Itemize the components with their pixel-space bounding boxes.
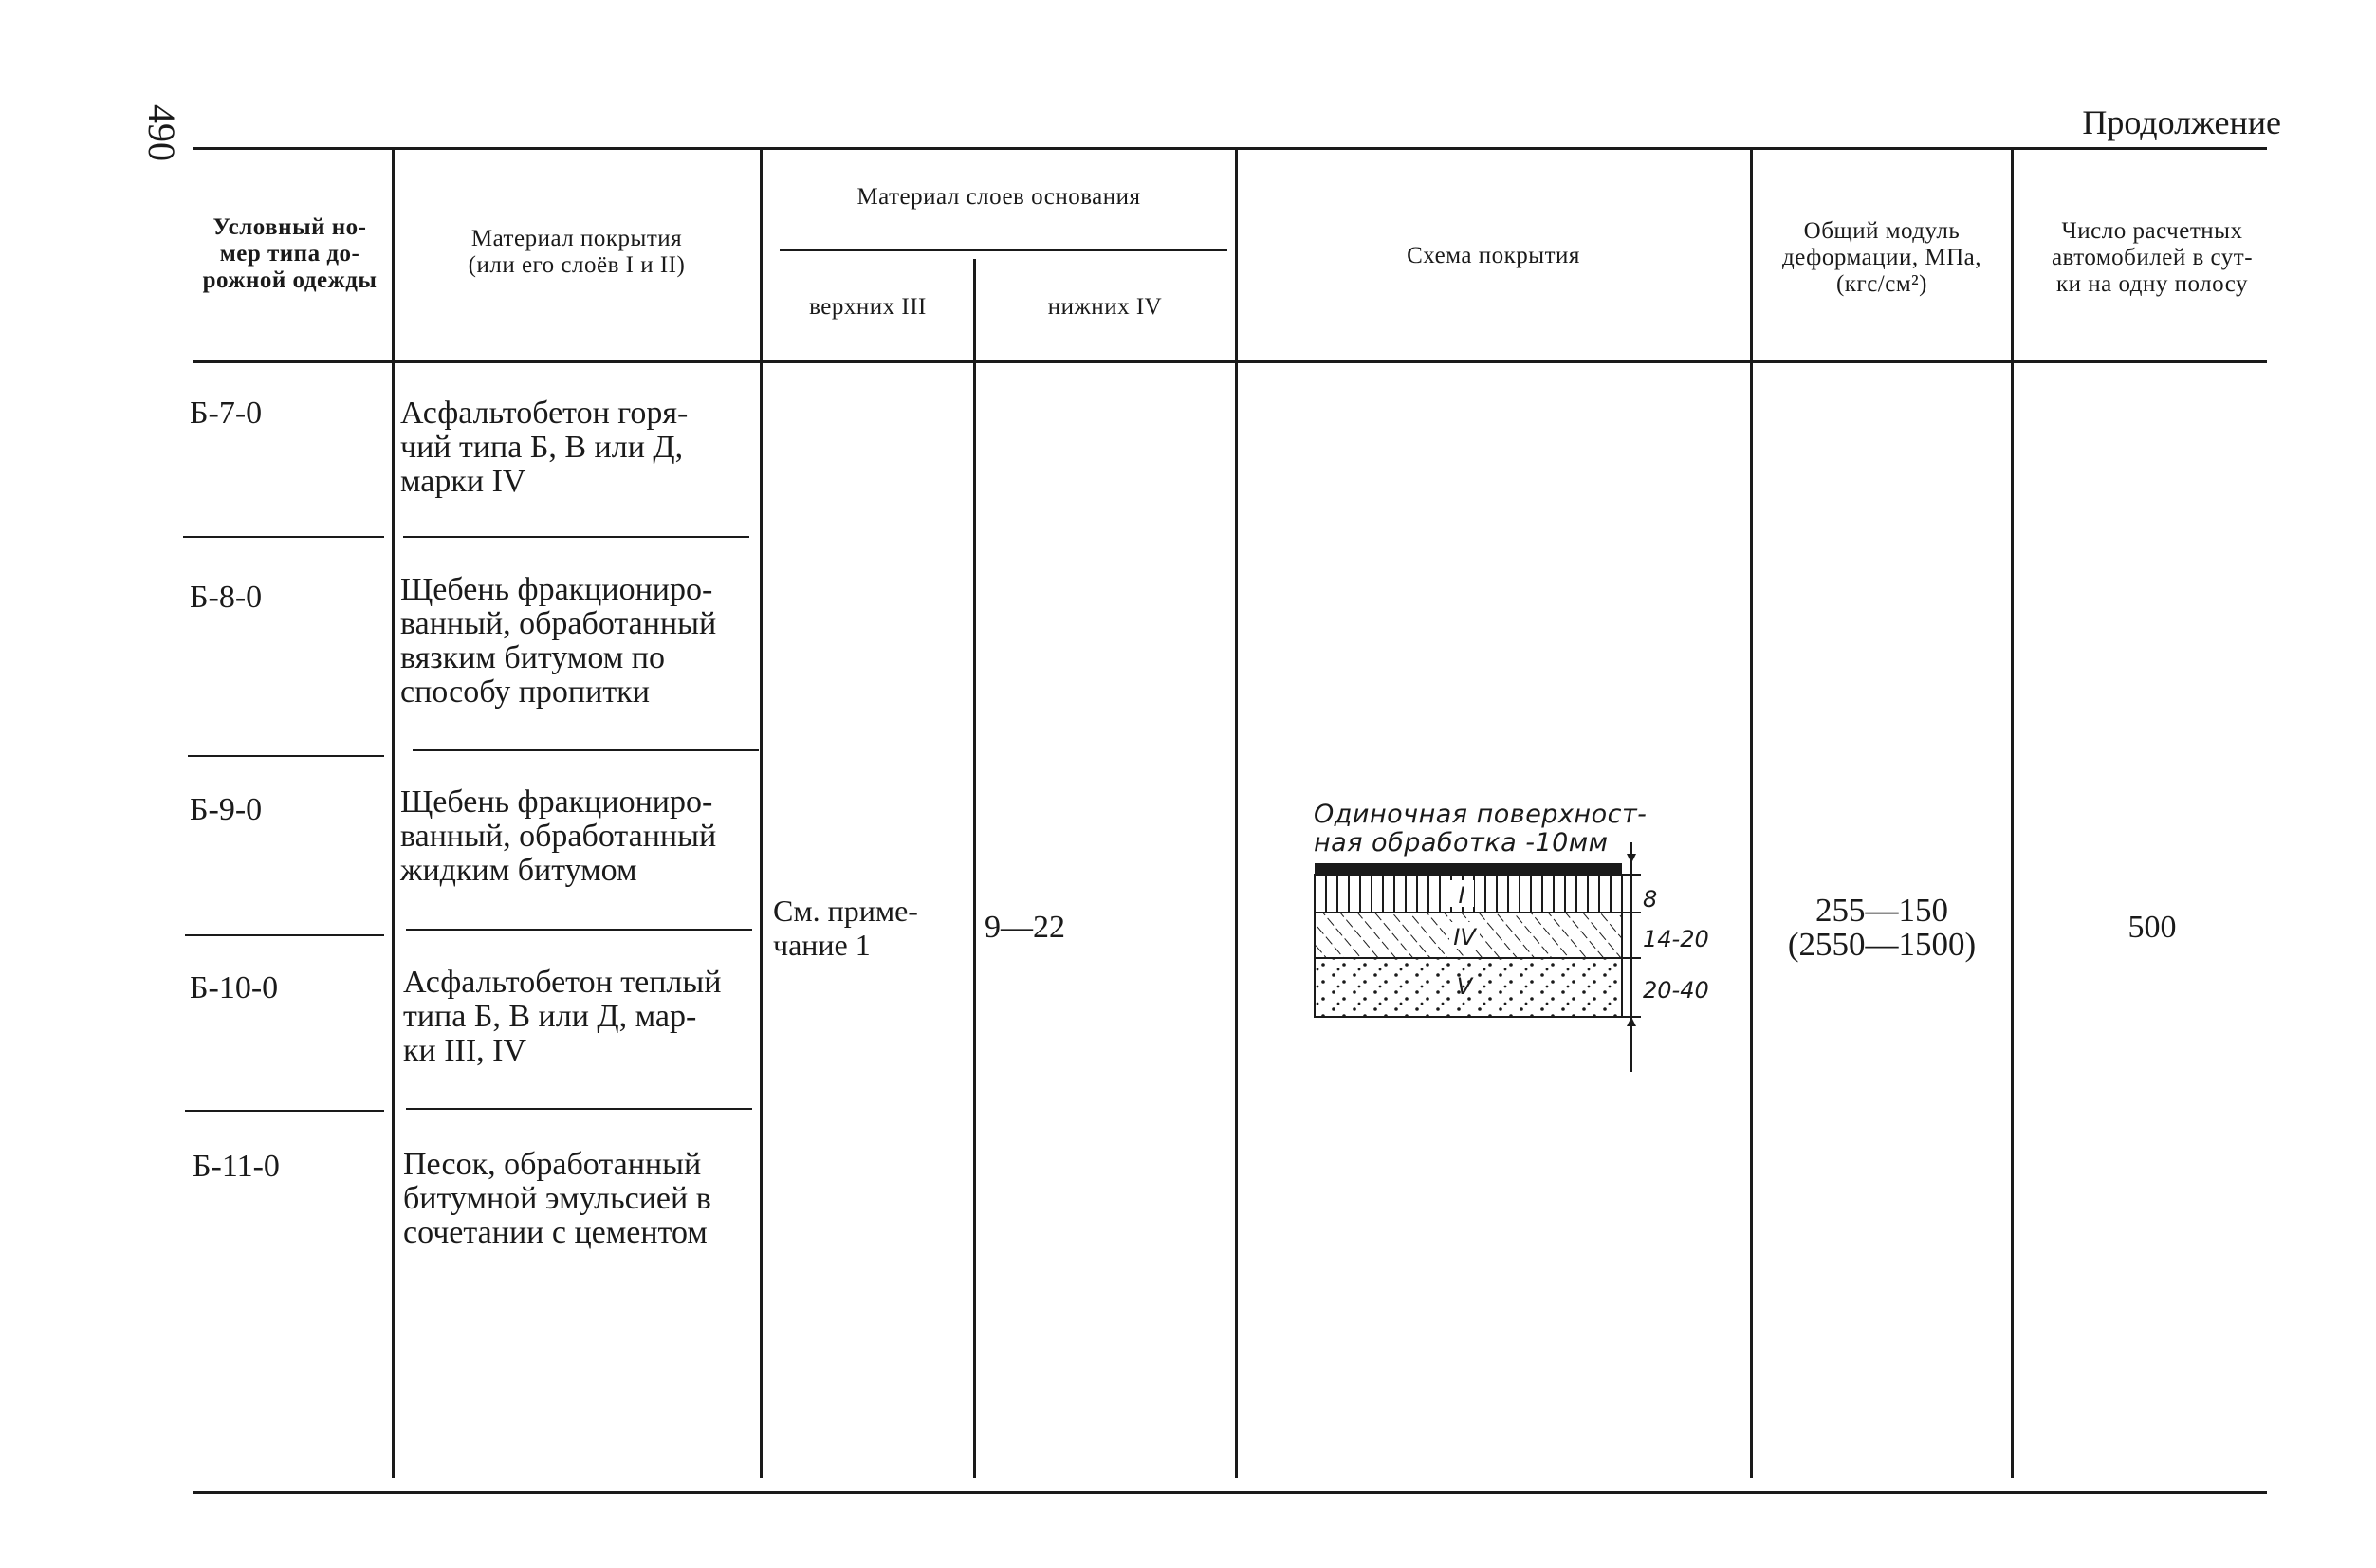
header-base-upper: верхних III — [809, 294, 927, 320]
header-modulus-line: деформации, МПа, — [1782, 245, 1981, 270]
surface-treatment-layer — [1315, 863, 1622, 875]
row-code: Б-10-0 — [190, 970, 279, 1005]
header-traffic-line: Число расчетных — [2061, 218, 2243, 244]
modulus-value — [1754, 894, 2010, 962]
material-line: сочетании с цементом — [403, 1215, 708, 1250]
row-sep-mat-3 — [406, 929, 752, 931]
material-line: Щебень фракциониро- — [400, 572, 713, 607]
modulus-line: 255—150 — [1815, 892, 1948, 929]
material-line: ванный, обработанный — [400, 606, 717, 641]
scheme-caption-line: Одиночная поверхност- — [1314, 800, 1648, 829]
header-scheme: Схема покрытия — [1407, 243, 1580, 268]
modulus-line: (2550—1500) — [1787, 926, 1977, 963]
row-material — [403, 966, 762, 1068]
header-material — [396, 226, 757, 279]
material-line: способу пропитки — [400, 674, 650, 710]
col-divider-4 — [1235, 150, 1238, 1478]
material-line: Песок, обработанный — [403, 1147, 702, 1182]
col-divider-3 — [973, 259, 976, 1478]
row-material — [400, 397, 759, 499]
col-divider-6 — [2011, 150, 2014, 1478]
header-base-lower: нижних IV — [1047, 294, 1163, 320]
header-base-materials: Материал слоев основания — [856, 184, 1141, 210]
material-line: Щебень фракциониро- — [400, 784, 713, 820]
material-line: ванный, обработанный — [400, 819, 717, 854]
row-code: Б-11-0 — [193, 1149, 280, 1184]
header-material-line: Материал покрытия — [470, 226, 683, 251]
header-code-line: Условный но- — [212, 214, 367, 240]
layer-v-thickness: 20-40 — [1643, 977, 1709, 1004]
row-sep-code-1 — [183, 536, 384, 538]
col-divider-1 — [392, 150, 395, 1478]
base-header-rule — [780, 249, 1227, 251]
row-code: Б-7-0 — [190, 396, 263, 431]
header-modulus — [1754, 218, 2010, 298]
base-lower-value: 9—22 — [985, 910, 1065, 945]
row-sep-mat-2 — [413, 749, 759, 751]
header-bottom-rule — [193, 360, 2267, 363]
material-line: Асфальтобетон горя- — [400, 396, 689, 431]
row-code: Б-8-0 — [190, 580, 263, 615]
pavement-scheme-diagram — [1309, 835, 1726, 1081]
layer-v-label: V — [1456, 973, 1473, 1000]
material-line: марки IV — [400, 464, 526, 499]
table-top-rule — [193, 147, 2267, 150]
header-modulus-line: (кгс/см²) — [1835, 271, 1927, 297]
material-line: битумной эмульсией в — [403, 1181, 711, 1216]
base-upper-line: См. приме- — [773, 894, 918, 928]
continuation-label: Продолжение — [2082, 103, 2281, 141]
layer-i-thickness: 8 — [1643, 886, 1658, 913]
row-sep-code-4 — [185, 1110, 384, 1112]
header-material-line: (или его слоёв I и II) — [468, 252, 686, 278]
header-code — [193, 214, 387, 294]
col-divider-2 — [760, 150, 763, 1478]
traffic-value: 500 — [2127, 910, 2177, 945]
row-material — [400, 573, 759, 710]
row-sep-code-3 — [185, 934, 384, 936]
row-sep-mat-4 — [406, 1108, 752, 1110]
row-code: Б-9-0 — [190, 792, 263, 827]
header-traffic-line: ки на одну полосу — [2055, 271, 2249, 297]
layer-i-label: I — [1458, 882, 1465, 909]
header-traffic-line: автомобилей в сут- — [2051, 245, 2254, 270]
row-sep-mat-1 — [403, 536, 749, 538]
row-material — [400, 785, 759, 888]
material-line: жидким битумом — [400, 853, 637, 888]
material-line: ки III, IV — [403, 1033, 527, 1068]
row-material — [403, 1148, 762, 1250]
material-line: типа Б, В или Д, мар- — [403, 999, 697, 1034]
header-code-line: рожной одежды — [202, 267, 378, 293]
base-upper-value — [773, 894, 967, 962]
page-number: 490 — [140, 104, 183, 161]
scheme-caption-line: ная обработка -10мм — [1314, 828, 1609, 858]
row-sep-code-2 — [188, 755, 384, 757]
header-code-line: мер типа до- — [219, 241, 360, 267]
material-line: чий типа Б, В или Д, — [400, 430, 684, 465]
material-line: Асфальтобетон теплый — [403, 965, 722, 1000]
layer-iv-label: IV — [1453, 924, 1476, 950]
table-bottom-rule — [193, 1491, 2267, 1494]
base-upper-line: чание 1 — [773, 928, 871, 962]
header-traffic — [2015, 218, 2290, 298]
layer-iv-thickness: 14-20 — [1643, 926, 1709, 952]
header-modulus-line: Общий модуль — [1803, 218, 1961, 244]
col-divider-5 — [1750, 150, 1753, 1478]
material-line: вязким битумом по — [400, 640, 665, 675]
